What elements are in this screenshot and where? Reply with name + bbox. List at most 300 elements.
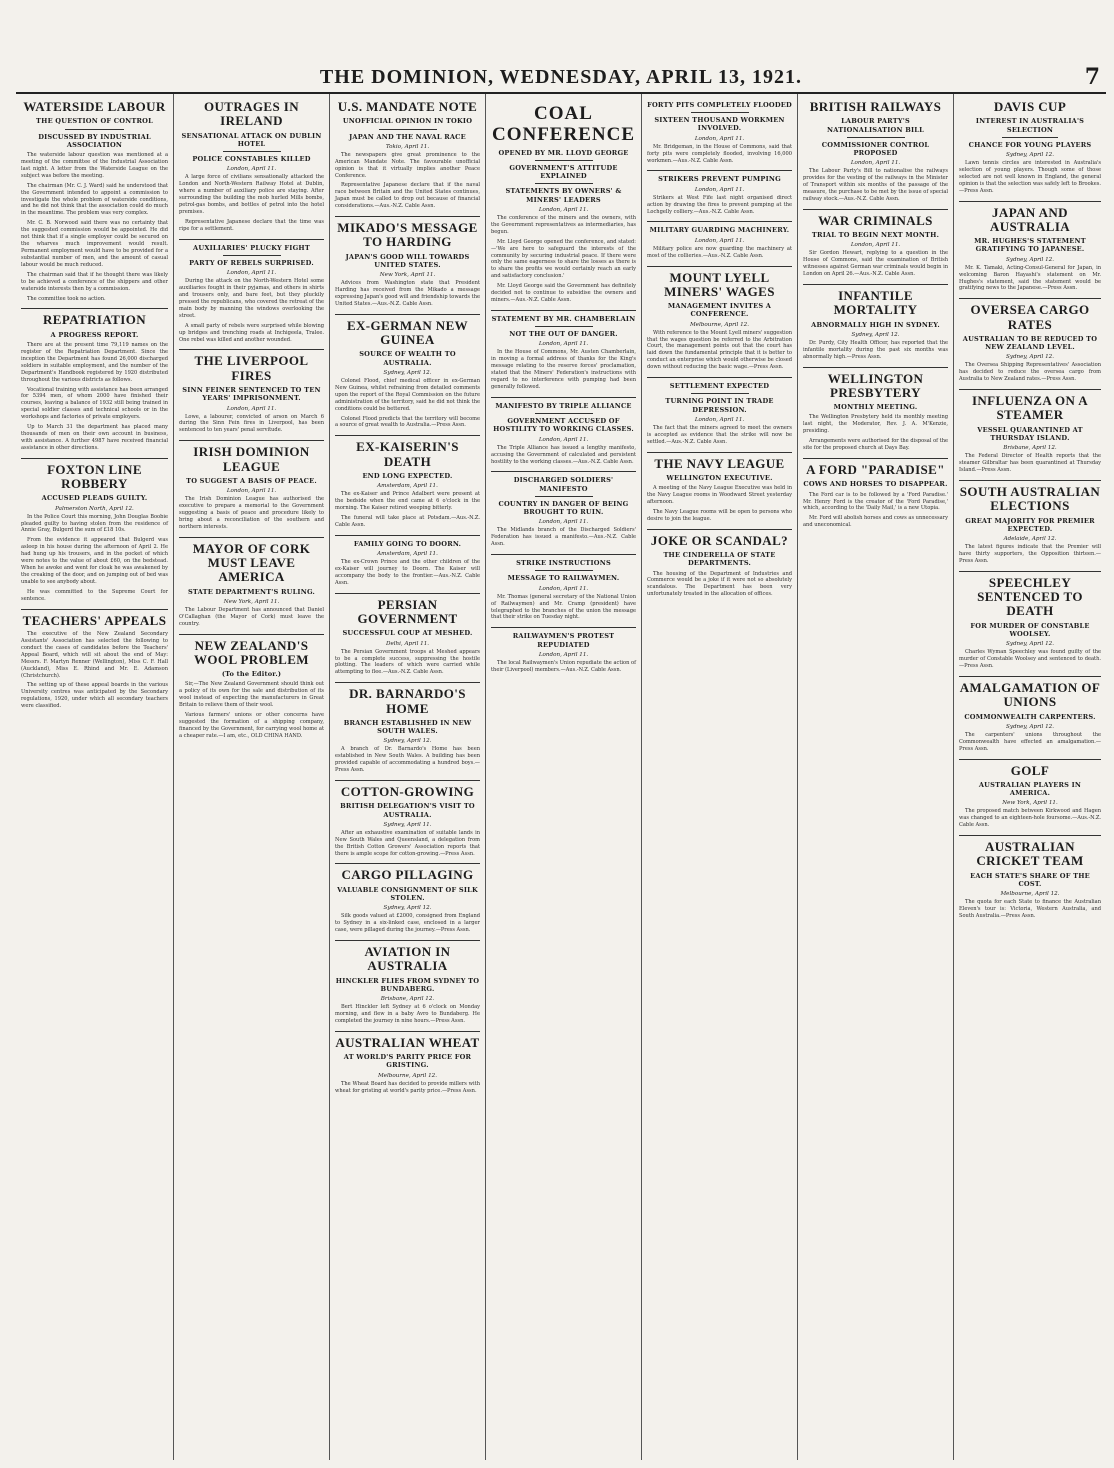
headline-rule [65,129,124,130]
section-divider [335,593,480,594]
article-paragraph: The local Railwaymen's Union repudiate the action of their (Liverpool) members.—Aus.-N.Z. Cable Assn. [491,659,636,673]
section-divider [335,535,480,536]
article [335,593,480,677]
article-headline: IRISH DOMINION LEAGUE [193,444,310,474]
article-headline: GOLF [1010,762,1050,778]
article-paragraph: During the attack on the North-Western Hotel some auxiliaries fought in their pyjamas, and others in shirts and trousers only, and bare feet, but they pluckily pressed the republicans, who covered the retreat of the main body by manning the windows overlooking the street. [179,278,324,319]
article-headline: MOUNT LYELL MINERS' WAGES [664,269,775,299]
article [335,100,480,210]
article [335,863,480,934]
article-dateline: Sydney, April 12. [1005,641,1054,648]
headline-rule [691,112,749,113]
article-subhead: (To the Editor.) [221,670,282,679]
article-subhead: STRIKE INSTRUCTIONS [516,559,611,568]
article-headline: INFLUENZA ON A STEAMER [971,393,1089,423]
section-divider [179,440,324,441]
newspaper-page [16,8,1106,1460]
article-subhead: ACCUSED PLEADS GUILTY. [41,494,148,503]
article-paragraph: The Federal Director of Health reports that the steamer Gilbraltar has been quarantined at Thursday Island.—Press Assn. [959,453,1101,474]
article-subhead: HINCKLER FLIES FROM SYDNEY TO BUNDABERG. [335,976,480,993]
column-6 [798,94,954,1460]
section-divider [803,458,948,459]
article-paragraph: Dr. Purdy, City Health Officer, has reported that the infantile mortality during the past six months was abnormally high.—Press Assn. [803,339,948,360]
article-paragraph: The Labour Department has announced that Daniel O'Callaghan (the Mayor of Cork) must leave the country. [179,606,324,627]
article-subhead: OPENED BY MR. LLOYD GEORGE [498,148,629,157]
section-divider [21,308,168,309]
section-divider [959,676,1101,677]
article-dateline: London, April 11. [850,160,901,167]
article-dateline: London, April 11. [850,242,901,249]
article-paragraph: Colonel Flood predicts that the territory will become a source of great wealth to Australia.—Press Assn. [335,415,480,429]
article [803,209,948,278]
article-dateline: Sydney, April 12. [383,738,432,745]
article-paragraph: The Midlands branch of the Discharged Soldiers' Federation has issued a manifesto.—Aus.-N.Z. Cable Assn. [491,527,636,548]
article [335,780,480,857]
headline-rule [535,326,593,327]
article-paragraph: The ex-Kaiser and Prince Adalbert were present at the bedside when the end came at 6 o'clock in the morning. The Kaiser retired weeping bitterly. [335,491,480,512]
article-dateline: London, April 11. [538,341,589,348]
section-divider [959,759,1101,760]
section-divider [179,239,324,240]
article-dateline: Sydney, April 12. [1005,723,1054,730]
section-divider [335,314,480,315]
article-paragraph: Sir,—The New Zealand Government should think out a policy of its own for the sale and distribution of its wool instead of expecting the manufacturers in Great Britain to relieve them of their wool. [179,681,324,709]
article-headline: MIKADO'S MESSAGE TO HARDING [337,220,478,250]
article-subhead: AT WORLD'S PARITY PRICE FOR GRISTING. [343,1053,472,1070]
section-divider [21,458,168,459]
section-divider [647,452,792,453]
article-headline: EX-KAISERIN'S DEATH [356,439,459,469]
article-subhead: STRIKERS PREVENT PUMPING [658,175,781,184]
article [959,389,1101,474]
article-subhead: RAILWAYMEN'S PROTEST REPUDIATED [512,632,615,649]
article-dateline: Amsterdam, April 11. [377,483,438,490]
article-subhead: MILITARY GUARDING MACHINERY. [649,226,790,235]
article-paragraph: Silk goods valued at £2000, consigned from England to Sydney in a six-linked case, enclosed in a larger case, were pillaged during the journey.—Press Assn. [335,913,480,934]
article-paragraph: Advices from Washington state that President Harding has received from the Mikado a message expressing Japan's good will and friendship towards the United States.—Aus.-N.Z. Cable Assn. [335,280,480,307]
article-subhead: MONTHLY MEETING. [833,403,918,412]
article-paragraph: In the House of Commons, Mr. Austen Chamberlain, in moving a formal address of thanks for the King's message relating to the reserve forces' proclamation, stated that the Miners' Federation's instructions with regard to no interference with pumping had been generally followed. [491,349,636,391]
article-subhead: DISCHARGED SOLDIERS' MANIFESTO [513,476,614,493]
article-subhead: TRIAL TO BEGIN NEXT MONTH. [811,231,940,240]
article-paragraph: Arrangements were authorised for the disposal of the site for the proposed church at Days Bay. [803,438,948,452]
article-paragraph: Mr. Lloyd George said the Government has definitely decided not to continue to subsidise the owners and miners.—Aus.-N.Z. Cable Assn. [491,283,636,304]
article-paragraph: Mr. Lloyd George opened the conference, and stated:—'We are here to safeguard the interests of the community by securing industrial peace. If there were only the same eagerness to share the losses as there is to share the profits we would certainly reach an early and satisfactory conclusion.' [491,238,636,280]
article-paragraph: After an exhaustive examination of suitable lands in New South Wales and Queensland, a delegation from the British Cotton Growers' Association reports that there is ample scope for cotton-growing.—Press Assn. [335,829,480,857]
article [179,537,324,628]
article-paragraph: Military police are now guarding the machinery at most of the collieries.—Aus.-N.Z. Cable Assn. [647,245,792,259]
article-headline: NEW ZEALAND'S WOOL PROBLEM [194,637,309,667]
masthead-title: THE DOMINION, WEDNESDAY, APRIL 13, 1921. [319,66,803,88]
article [803,100,948,203]
article-dateline: London, April 11. [694,416,745,423]
article-dateline: London, April 11. [226,488,277,495]
section-divider [335,940,480,941]
article-headline: COTTON-GROWING [340,784,475,800]
section-divider [335,682,480,683]
article-headline: FOXTON LINE ROBBERY [47,461,142,492]
article [335,435,480,528]
article-subhead: SENSATIONAL ATTACK ON DUBLIN HOTEL [181,131,322,148]
article-headline: SOUTH AUSTRALIAN ELECTIONS [959,484,1101,514]
article [959,676,1101,753]
article [803,284,948,361]
article-paragraph: The latest figures indicate that the Premier will have thirty supporters, the Opposition thirteen.—Press Assn. [959,544,1101,564]
article-dateline: London, April 11. [226,405,277,412]
article-dateline: Melbourne, April 12. [689,321,750,328]
section-divider [803,367,948,368]
article-subhead: SOURCE OF WEALTH TO AUSTRALIA. [359,350,456,367]
article-dateline: London, April 11. [226,166,277,173]
article-headline: THE LIVERPOOL FIRES [194,353,309,383]
article-subhead: COMMONWEALTH CARPENTERS. [964,712,1096,721]
article [959,100,1101,195]
section-divider [491,627,636,628]
article-subhead: UNOFFICIAL OPINION IN TOKIO [342,117,473,126]
section-divider [491,554,636,555]
article [959,759,1101,830]
article-headline: DR. BARNARDO'S HOME [349,686,466,716]
article-paragraph: The housing of the Department of Industries and Commerce would be a joke if it were not so absolutely scandalous. The Department has been very unfortunately treated in the allocation of offices. [647,570,792,598]
article-dateline: Sydney, April 12. [383,369,432,376]
headline-rule [691,393,749,394]
article-paragraph: The Irish Dominion League has authorised the executive to prepare a memorial to the Government suggesting a basis of peace and procedure likely to bring about a reconciliation of the southern and northern interests. [179,496,324,530]
column-4 [486,94,642,1460]
article [335,1031,480,1095]
article-dateline: London, April 11. [694,186,745,193]
headline-rule [847,137,905,138]
article-subhead: AUSTRALIAN TO BE REDUCED TO NEW ZEALAND LEVEL. [962,334,1098,352]
article-subhead: MR. HUGHES'S STATEMENT GRATIFYING TO JAPANESE. [974,237,1086,254]
article [647,101,792,164]
article-subhead: GOVERNMENT'S ATTITUDE EXPLAINED [509,164,618,181]
article [647,221,792,259]
article-paragraph: The Labour Party's Bill to nationalise the railways provides for the vesting of the railways in the Minister of Transport within six months of the passage of the measure, the purchase to be met by the issue of special railway stock.—Aus.-N.Z. Cable Assn. [803,168,948,202]
article-paragraph: Representative Japanese declare that the time was ripe for a settlement. [179,218,324,232]
article-dateline: Sydney, April 12. [383,905,432,912]
article-dateline: Amsterdam, April 11. [377,551,438,558]
section-divider [647,377,792,378]
section-divider [335,780,480,781]
article-headline: AUSTRALIAN CRICKET TEAM [976,839,1084,869]
article [959,835,1101,920]
article-subhead: SIXTEEN THOUSAND WORKMEN INVOLVED. [654,116,785,133]
article [491,104,636,304]
article-subhead: COWS AND HORSES TO DISAPPEAR. [803,480,948,489]
column-3 [330,94,486,1460]
article-dateline: Melbourne, April 12. [377,1072,438,1079]
article-headline: CARGO PILLAGING [341,867,474,883]
masthead [16,60,1106,94]
section-divider [647,529,792,530]
article-subhead: GOVERNMENT ACCUSED OF HOSTILITY TO WORKING CLASSES. [493,417,634,434]
article-subhead: SINN FEINER SENTENCED TO TEN YEARS' IMPRISONMENT. [182,386,321,403]
article-paragraph: Mr. C. B. Norwood said there was no certainty that the suggested commission would be appointed. He did not think that if a single employer could be secured on the wharves much improvement would result. Permanent employment would have to be provided for a substantial number of men, and the amount of casual labour would be much reduced. [21,220,168,268]
article-paragraph: Charles Wyman Speechley was found guilty of the murder of Constable Woolsey and sentenced to death.—Press Assn. [959,649,1101,670]
article-subhead: TURNING POINT IN TRADE DEPRESSION. [665,397,774,414]
page-number: 7 [1084,64,1100,90]
article [647,377,792,445]
column-7 [954,94,1106,1460]
article [21,100,168,302]
section-divider [959,298,1101,299]
article-subhead: STATEMENT BY MR. CHAMBERLAIN [491,315,636,324]
article-paragraph: The Ford car is to be followed by a 'Ford Paradise.' Mr. Henry Ford is the creator of the 'Ford Paradise,' which, according to the 'Daily Mail,' is a new Utopia. [803,491,948,512]
article-dateline: London, April 11. [538,651,589,658]
article-subhead: STATEMENTS BY OWNERS' & MINERS' LEADERS [505,187,622,204]
headline-rule [1002,137,1059,138]
article-dateline: Sydney, April 12. [1005,152,1054,158]
column-5 [642,94,798,1460]
article-subhead: THE CINDERELLA OF STATE DEPARTMENTS. [663,551,776,568]
article-paragraph: The waterside labour question was mentioned at a meeting of the committee of the Industrial Association last night. A letter from the Waterside League on the subject was before the meeting. [21,152,168,179]
article [335,216,480,308]
article-paragraph: The conference of the miners and the owners, with the Government representatives as intermediaries, has begun. [491,214,636,235]
headline-rule [535,496,593,497]
article-subhead: GREAT MAJORITY FOR PREMIER EXPECTED. [965,516,1095,533]
article-paragraph: The chairman (Mr. C. J. Ward) said he understood that the Government intended to appoint a commission to investigate the whole problem of waterside conditions, and he did not think that the association could do much in the meantime. The problem was very complex. [21,182,168,217]
section-divider [179,349,324,350]
section-divider [959,201,1101,202]
article-dateline: Brisbane, April 12. [1003,445,1057,452]
article-paragraph: The executive of the New Zealand Secondary Assistants' Association has selected the following to conduct the cases of candidates before the Teachers' Appeal Board, which will sit about the end of May: Messrs. F. Martyn Renner (Wellington), Miss C. F. Hall (Auckland), Miss E. Rhind and Mr. E. Adamson (Christchurch). [21,630,168,679]
article-headline: THE NAVY LEAGUE [654,455,785,471]
article [491,554,636,621]
article-dateline: Sydney, April 12. [1005,256,1054,263]
article-paragraph: The proposed match between Kirkwood and Hagen was changed to an eighteen-hole foursome.—Aus.-N.Z. Cable Assn. [959,808,1101,829]
section-divider [335,863,480,864]
article-dateline: London, April 11. [694,237,745,244]
article-subhead: AUXILIARIES' PLUCKY FIGHT [193,243,310,252]
article [803,458,948,529]
section-divider [179,537,324,538]
article-subhead: CHANCE FOR YOUNG PLAYERS [968,140,1092,149]
article-subhead: JAPAN AND THE NAVAL RACE [349,132,466,141]
article-paragraph: Sir Gordon Hewart, replying to a question in the House of Commons, said the examination of British witnesses against German war criminals would begin in London on April 26.—Aus.-N.Z. Cable Assn. [803,250,948,278]
article-paragraph: The committee took no action. [27,295,106,302]
section-divider [491,471,636,472]
article-paragraph: Colonel Flood, chief medical officer in ex-German New Guinea, whilst refraining from detailed comments upon the report of the Royal Commission on the future administration of the territory, said he did not think the conditions could be bettered. [335,377,480,412]
section-divider [647,221,792,222]
column-2 [174,94,330,1460]
article-headline: AMALGAMATION OF UNIONS [959,679,1101,710]
article-subhead: MANIFESTO BY TRIPLE ALLIANCE [495,402,632,411]
article-paragraph: From the evidence it appeared that Bulgerd was asleep in his house during the afternoon of April 2. He had hung up his trousers, and in the pocket of which were notes to the value of about £60, on the bedstead. When he awoke and went for cloak he was awakened by the creaking of the door, and on jumping out of bed was unable to see anybody about. [21,537,168,585]
headline-rule [535,183,593,184]
article-headline: COAL CONFERENCE [491,103,635,145]
article-headline: OUTRAGES IN IRELAND [203,99,300,129]
article-subhead: COMMISSIONER CONTROL PROPOSED [821,140,930,157]
article-paragraph: A large force of civilians sensationally attacked the London and North-Western Railway Hotel at Dublin, where a number of auxiliary police are staying. After surrounding the building the mob hurled Mills bombs, petrol-gas bombs, and bottles of petrol into the hotel premises. [179,174,324,215]
article-paragraph: The ex-Crown Prince and the other children of the ex-Kaiser will journey to Doorn. The Kaiser will accompany the body to the frontier.—Aus.-N.Z. Cable Assn. [335,559,480,586]
article [21,609,168,710]
columns [16,94,1106,1460]
section-divider [959,389,1101,390]
article [491,471,636,548]
headline-rule [535,160,593,161]
article-subhead: VESSEL QUARANTINED AT THURSDAY ISLAND. [977,425,1083,443]
article-headline: SPEECHLEY SENTENCED TO DEATH [977,574,1083,619]
article-paragraph: Vocational training with assistance has been arranged for 5394 men, of whom 2000 have finished their courses, leaving a balance of 1932 still being trained in special soldier classes and technical schools or in the workshops and factories of private employers. [21,386,168,421]
article-dateline: Melbourne, April 12. [1000,891,1060,898]
article [647,170,792,215]
article-headline: U.S. MANDATE NOTE [337,99,478,114]
article-headline: JAPAN AND AUSTRALIA [989,204,1071,234]
article-paragraph: Mr. Bridgeman, in the House of Commons, said that forty pits were completely flooded, involving 16,000 workmen.—Aus.-N.Z. Cable Assn. [647,143,792,164]
article-subhead: PARTY OF REBELS SURPRISED. [189,258,314,267]
article-headline: A FORD "PARADISE" [806,462,945,478]
article [21,458,168,603]
article-dateline: London, April 11. [538,519,589,526]
article-dateline: Delhi, April 11. [385,640,430,647]
article-paragraph: Bert Hinckler left Sydney at 6 o'clock on Monday morning, and flew in a baby Avro to Bundaberg. He completed the journey in nine hours.—Press Assn. [335,1004,480,1024]
article [335,940,480,1025]
article-paragraph: Lawn tennis circles are interested in Australia's selection of young players. Though some of those selected are not well known in England, the general opinion is that the selection was safely left to Brookes.—Press Assn. [959,160,1101,194]
article-dateline: London, April 11. [694,135,745,142]
article [491,397,636,465]
article-dateline: London, April 11. [538,206,589,213]
article-paragraph: The newspapers give great prominence to the American Mandate Note. The favourable unofficial opinion is that it virtually implies another Peace Conference. [335,151,480,179]
article [179,634,324,740]
article-headline: AVIATION IN AUSTRALIA [364,944,451,974]
article-dateline: New York, April 11. [1002,800,1058,807]
article-headline: PERSIAN GOVERNMENT [357,596,458,627]
article-subhead: FOR MURDER OF CONSTABLE WOOLSEY. [970,621,1090,638]
article-paragraph: The Persian Government troops at Meshed appears to be a complete success, suppressing the hostile plotting. The leaders of which were carried while attempting to flee.—Aus.-N.Z. Cable Assn. [335,648,480,676]
article-headline: TEACHERS' APPEALS [22,612,167,628]
article-paragraph: A small party of rebels were surprised while blowing up bridges and trenching roads at Inchigeela, Tralee. One rebel was killed and another wounded. [179,322,324,343]
section-divider [959,571,1101,572]
article [179,239,324,344]
column-1 [16,94,174,1460]
article-headline: INFANTILE MORTALITY [833,288,918,318]
article-paragraph: The Navy League rooms will be open to persons who desire to join the league. [647,508,792,522]
article-subhead: POLICE CONSTABLES KILLED [192,155,311,164]
article [491,627,636,673]
article-paragraph: Mr. Thomas (general secretary of the National Union of Railwaymen) and Mr. Cramp (president) have telegraphed to the branches of the union the message that their strike on Tuesday night. [491,593,636,621]
article-subhead: MANAGEMENT INVITES A CONFERENCE. [667,302,772,319]
section-divider [491,310,636,311]
article [179,100,324,233]
article-headline: MAYOR OF CORK MUST LEAVE AMERICA [192,540,311,585]
article-dateline: Sydney, April 12. [1005,354,1054,361]
article-paragraph: A meeting of the Navy League Executive was held in the Navy League rooms in Woodward Street yesterday afternoon. [647,485,792,505]
article-subhead: NOT THE OUT OF DANGER. [509,330,618,339]
article-headline: OVERSEA CARGO RATES [970,302,1090,332]
article-subhead: MESSAGE TO RAILWAYMEN. [507,574,620,583]
article-paragraph: The setting up of these appeal boards in the various University centres was anticipated by the Secondary regulations, 1920, under which all secondary teachers were classified. [21,682,168,710]
article-subhead: COUNTRY IN DANGER OF BEING BROUGHT TO RUIN. [498,499,629,517]
article-paragraph: With reference to the Mount Lyell miners' suggestion that the wages question be referred to the Arbitration Court, the management points out that the court has laid down the fundamental principle that it is better to conduct an enterprise which would otherwise be closed down without reducing the basic wage.—Press Assn. [647,329,792,371]
article-paragraph: In the Police Court this morning, John Douglas Boobie pleaded guilty to having stolen from the residence of Annie Gray, Bulgerd the sum of £18 10s. [21,513,168,534]
headline-rule [535,570,593,571]
section-divider [803,284,948,285]
article-headline: AUSTRALIAN WHEAT [335,1034,480,1050]
article-subhead: FORTY PITS COMPLETELY FLOODED [647,101,792,109]
article-subhead: DISCUSSED BY INDUSTRIAL ASSOCIATION [38,132,151,149]
article [647,266,792,372]
article-dateline: London, April 11. [226,270,277,277]
section-divider [647,170,792,171]
article-subhead: STATE DEPARTMENT'S RULING. [187,587,316,596]
article-subhead: THE QUESTION OF CONTROL [36,117,153,126]
article-dateline: New York, April 11. [223,598,280,605]
article-paragraph: Lowe, a labourer, convicted of arson on March 6 during the Sinn Fein fires in Liverpool, has been sentenced to ten years' penal servitude. [179,413,324,434]
article-dateline: New York, April 11. [379,272,436,279]
article-paragraph: Mr. Ford will abolish horses and cows as unnecessary and uneconomical. [803,515,948,529]
article-paragraph: A branch of Dr. Barnardo's Home has been established in New South Wales. A building has been provided capable of accommodating a hundred boys.—Press Assn. [335,746,480,774]
article-headline: DAVIS CUP [993,99,1067,114]
article [21,308,168,451]
headline-rule [535,413,593,414]
article-paragraph: The chairman said that if he thought there was likely to be achieved a conference of the shippers and other waterside interests then by a commission. [21,271,168,292]
article-subhead: TO SUGGEST A BASIS OF PEACE. [186,476,317,485]
article [647,529,792,598]
article [959,480,1101,565]
article-subhead: A PROGRESS REPORT. [50,330,139,339]
article-headline: JOKE OR SCANDAL? [650,532,789,548]
article [959,571,1101,670]
article-dateline: Tokio, April 11. [385,143,430,150]
article-dateline: Adelaide, April 12. [1003,536,1057,543]
article [335,535,480,587]
article [179,440,324,530]
section-divider [179,634,324,635]
article-headline: WATERSIDE LABOUR [23,99,166,114]
article-paragraph: The Triple Alliance has issued a lengthy manifesto, accusing the Government of calculated and persistent hostility to the working classes.—Aus.-N.Z. Cable Assn. [491,444,636,465]
section-divider [335,435,480,436]
article-dateline: London, April 11. [538,585,589,592]
section-divider [803,209,948,210]
article-paragraph: The fact that the miners agreed to meet the owners is accepted as evidence that the strike will now be settled.—Aus.-N.Z. Cable Assn. [647,424,792,445]
article-paragraph: Strikers at West Fife last night organised direct action by drawing the fires to prevent pumping at the Lochgelly colliery.—Aus.-N.Z. Cable Assn. [647,194,792,215]
article-dateline: Sydney, April 12. [851,331,900,338]
article-subhead: LABOUR PARTY'S NATIONALISATION BILL [827,117,924,134]
section-divider [335,1031,480,1032]
headline-rule [223,255,281,256]
article-dateline: Sydney, April 11. [383,821,432,828]
article-subhead: SETTLEMENT EXPECTED [669,382,770,391]
article-dateline: Brisbane, April 12. [380,996,435,1003]
article-subhead: WELLINGTON EXECUTIVE. [666,473,773,482]
article-subhead: BRANCH ESTABLISHED IN NEW SOUTH WALES. [343,718,472,736]
section-divider [21,609,168,610]
article-subhead: SUCCESSFUL COUP AT MESHED. [342,629,473,638]
article-paragraph: He was committed to the Supreme Court for sentence. [21,588,168,602]
article-subhead: VALUABLE CONSIGNMENT OF SILK STOLEN. [337,885,478,903]
article-subhead: FAMILY GOING TO DOORN. [353,539,462,548]
article-paragraph: The funeral will take place at Potsdam.—Aus.-N.Z. Cable Assn. [335,515,480,528]
article-headline: WELLINGTON PRESBYTERY [827,370,924,400]
article-paragraph: The Oversea Shipping Representatives' Association has decided to reduce the oversea cargo from Australia to New Zealand rates.—Press Assn. [959,362,1101,383]
article-paragraph: Representative Japanese declare that if the naval race between Britain and the United States continues, Japan must be called to drop out because of financial considerations.—Aus.-N.Z. Cable Assn. [335,182,480,210]
article [959,201,1101,293]
article-subhead: EACH STATE'S SHARE OF THE COST. [970,871,1090,888]
article [491,310,636,391]
article-paragraph: Various farmers' unions or other concerns have suggested the formation of a shipping company, financed by the Government, for carrying wool home at a cheaper rate.—I am, etc., OLD CHINA HAND. [179,712,324,739]
headline-rule [379,129,437,130]
section-divider [335,216,480,217]
section-divider [647,266,792,267]
article-subhead: BRITISH DELEGATION'S VISIT TO AUSTRALIA. [340,802,475,819]
article-dateline: London, April 11. [538,436,589,443]
article [335,682,480,774]
article-headline: BRITISH RAILWAYS [809,99,942,114]
article-paragraph: There are at the present time 79,119 names on the register of the Repatriation Department. Since the inception the Department has found 26,000 discharged soldiers in suitable employment, and the number of the Department's Handbook registered by 1920 distributed throughout the various districts as follows. [21,341,168,383]
article-subhead: AUSTRALIAN PLAYERS IN AMERICA. [978,780,1082,798]
article [803,367,948,452]
article-paragraph: The quota for each State to finance the Australian Eleven's tour is: Victoria, Western Australia, and South Australia.—Press Assn. [959,899,1101,919]
